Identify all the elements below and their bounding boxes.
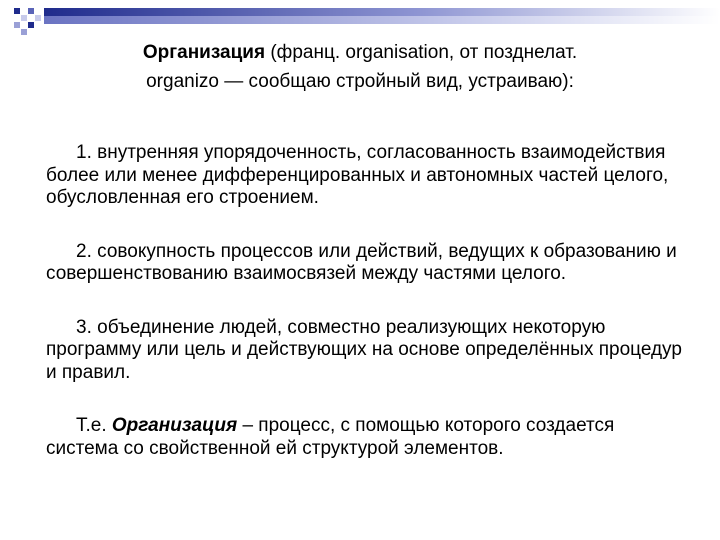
decor-square-6	[35, 15, 41, 21]
definition-2: 2. совокупность процессов или действий, ведущих к образованию и совершенствованию взаимосвязей между частями целого.	[46, 240, 677, 284]
decor-square-2	[28, 8, 34, 14]
decor-square-5	[21, 15, 27, 21]
decor-square-3	[14, 22, 20, 28]
definition-1: 1. внутренняя упорядоченность, согласованность взаимодействия более или менее дифференцированных и автономных частей целого, обусловленная его строением.	[46, 142, 669, 208]
conclusion	[46, 415, 686, 460]
title-line-1	[20, 38, 700, 67]
decor-square-4	[28, 22, 34, 28]
decor-square-7	[21, 29, 27, 35]
slide-body	[46, 142, 686, 460]
conclusion-prefix: Т.е.	[76, 415, 112, 436]
conclusion-term: Организация	[111, 415, 238, 436]
decor-gradient-bar	[44, 8, 720, 24]
slide-title	[20, 38, 700, 96]
title-term: Организация	[142, 42, 266, 63]
definition-3: 3. объединение людей, совместно реализующих некоторую программу или цель и действующих на основе определённых процедур и правил.	[46, 316, 682, 383]
title-line-2: organizo — сообщаю стройный вид, устраиваю):	[146, 71, 574, 92]
decor-square-1	[14, 8, 20, 14]
conclusion-rest: – процесс, с помощью которого создается система со свойственной ей структурой элементов.	[46, 415, 615, 459]
title-line-1-rest: (франц. organisation, от позднелат.	[265, 42, 578, 63]
